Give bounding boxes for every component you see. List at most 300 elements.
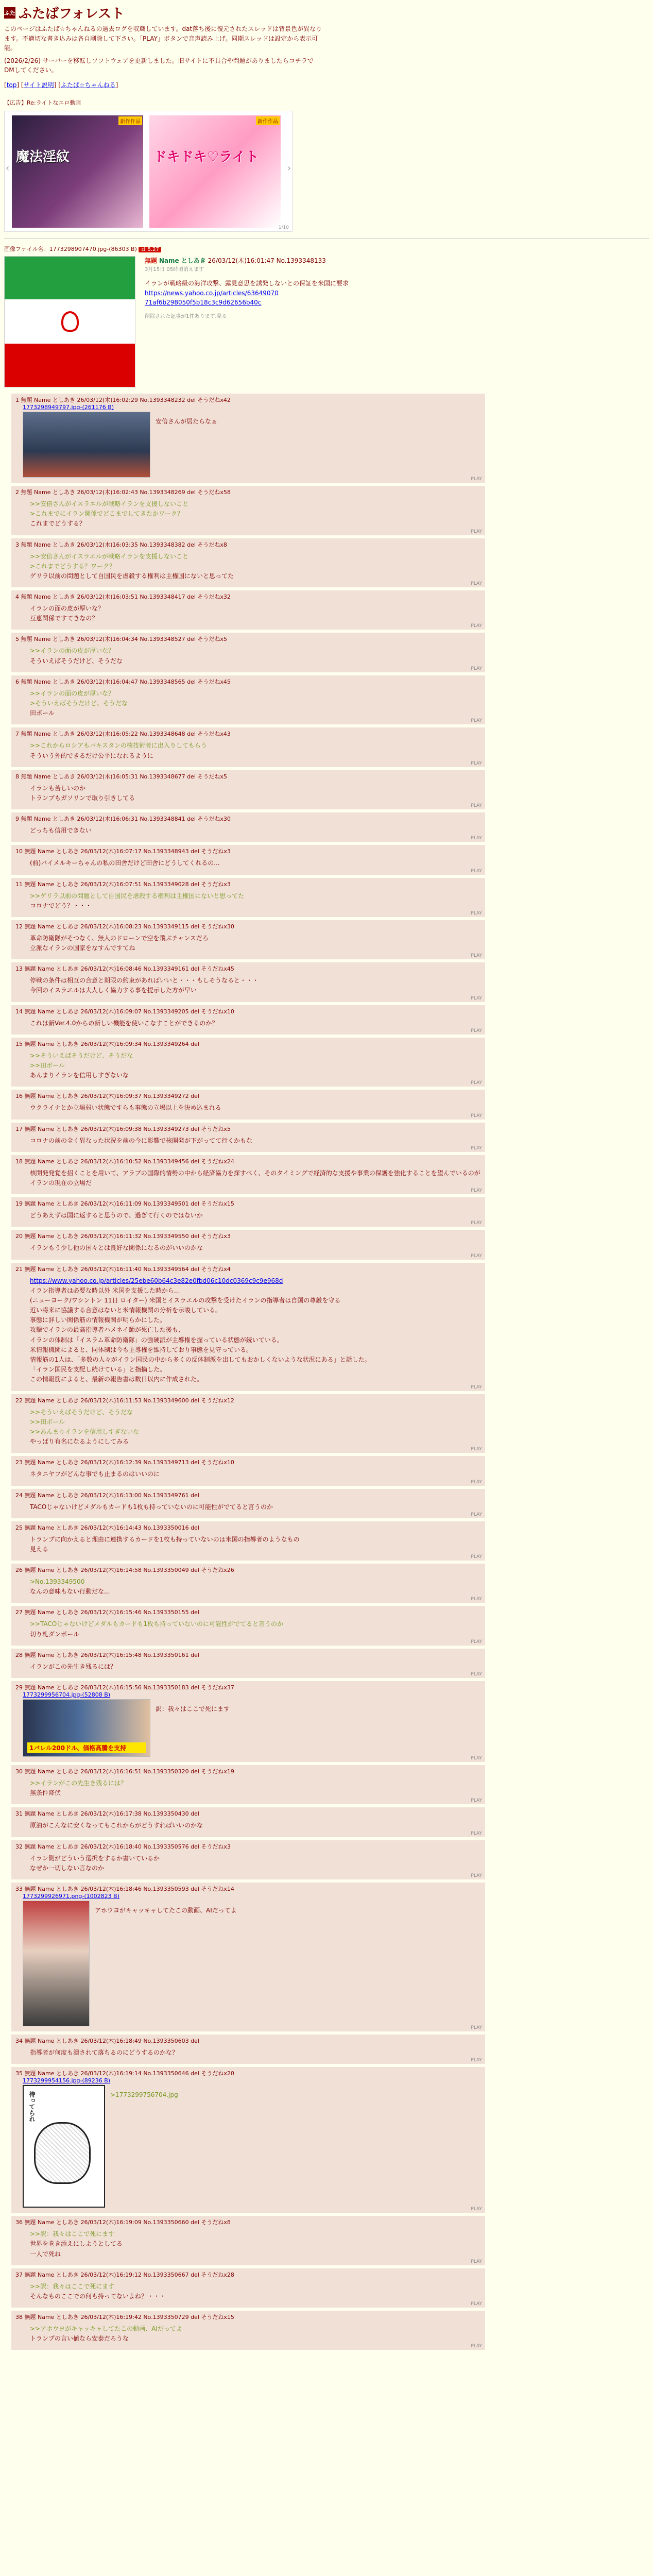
reply-body xyxy=(30,1821,481,1831)
reply-post xyxy=(11,1263,485,1391)
play-button[interactable]: PLAY xyxy=(471,995,482,1001)
reply-meta[interactable]: 無題 Name としあき 26/03/12(木)16:09:34 No.1393349264 del xyxy=(24,1040,199,1047)
reply-post xyxy=(11,962,485,1002)
reply-line: コロナでどう？・・・ xyxy=(30,902,92,909)
reply-post xyxy=(11,486,485,535)
reply-line: ゲリラ以前の問題として自国民を虐殺する権利は主権国にないと思ってた xyxy=(30,572,234,580)
reply-header xyxy=(15,1809,481,1818)
reply-line: なんの意味もない行動だな... xyxy=(30,1588,110,1596)
carousel-next-icon[interactable]: › xyxy=(287,162,291,174)
play-button[interactable]: PLAY xyxy=(471,1384,482,1390)
reply-header xyxy=(15,1651,481,1659)
reply-post xyxy=(11,1606,485,1645)
reply-body xyxy=(30,1408,481,1447)
reply-post xyxy=(11,538,485,588)
play-button[interactable]: PLAY xyxy=(471,476,482,482)
reply-body xyxy=(30,1103,481,1113)
reply-line: >>ゲリラ以前の問題として自国民を虐殺する権利は主権国にないと思ってた xyxy=(30,892,245,900)
reply-body xyxy=(30,976,481,995)
op-url[interactable]: https://news.yahoo.co.jp/articles/6364907071af6b298050f5b18c3c9d62656b40c xyxy=(145,289,279,307)
reply-meta[interactable]: 無題 Name としあき 26/03/12(木)16:05:22 No.1393348648 del そうだねx43 xyxy=(21,731,231,738)
ad-tag: 新作作品 xyxy=(256,116,280,125)
reply-post xyxy=(11,1521,485,1561)
play-button[interactable]: PLAY xyxy=(471,1798,482,1804)
reply-header xyxy=(15,1007,481,1015)
reply-file-link[interactable]: 1773298949797.jpg-(261176 B) xyxy=(23,403,114,411)
reply-line: 切り札ダンボール xyxy=(30,1630,79,1638)
reply-line: トランプもガソリンで取り引きしてる xyxy=(30,794,135,802)
reply-header xyxy=(15,922,481,930)
play-button[interactable]: PLAY xyxy=(471,2259,482,2264)
play-button[interactable]: PLAY xyxy=(471,1253,482,1259)
play-button[interactable]: PLAY xyxy=(471,2207,482,2212)
reply-post xyxy=(11,2311,485,2350)
reply-line: >>訳：我々はここで死にます xyxy=(30,2282,115,2290)
reply-post xyxy=(11,1765,485,1804)
reply-header xyxy=(15,1199,481,1208)
reply-header xyxy=(15,592,481,601)
iran-flag-image[interactable] xyxy=(4,256,135,387)
reply-meta[interactable]: 無題 Name としあき 26/03/12(木)16:09:07 No.1393349205 del そうだねx10 xyxy=(24,1008,234,1015)
reply-line: トランプに向かえると理由に連携するカードを1枚も持っていないのは米国の指導者のようなもの xyxy=(30,1535,300,1543)
reply-index: 15 xyxy=(15,1040,23,1047)
reply-post xyxy=(11,770,485,809)
reply-meta[interactable]: 無題 Name としあき 26/03/12(木)16:15:48 No.1393350161 del xyxy=(24,1651,199,1658)
carousel-count: 1/10 xyxy=(278,225,289,230)
reply-meta[interactable]: 無題 Name としあき 26/03/12(木)16:11:40 No.1393349564 del そうだねx4 xyxy=(24,1265,231,1273)
reply-meta[interactable]: 無題 Name としあき 26/03/12(木)16:07:17 No.1393348943 del そうだねx3 xyxy=(24,848,231,855)
play-button[interactable]: PLAY xyxy=(471,1479,482,1485)
reply-header xyxy=(15,1842,481,1851)
reply-body xyxy=(30,689,481,719)
reply-post xyxy=(11,1807,485,1837)
reply-line: やっぱり有名になるようにしてみる xyxy=(30,1438,129,1446)
ad-card[interactable] xyxy=(12,115,143,228)
reply-post xyxy=(11,812,485,842)
reply-line: 安倍さんが居たらなぁ xyxy=(156,417,218,425)
reply-file-link[interactable]: 1773299954156.jpg-(89236 B) xyxy=(23,2077,111,2084)
reply-meta[interactable]: 無題 Name としあき 26/03/12(木)16:11:53 No.1393349600 del そうだねx12 xyxy=(24,1397,234,1404)
play-button[interactable]: PLAY xyxy=(471,2301,482,2307)
reply-line: >>そういえばそうだけど、そうだな xyxy=(30,1052,133,1059)
reply-meta[interactable]: 無題 Name としあき 26/03/12(木)16:04:47 No.1393348565 del そうだねx45 xyxy=(21,678,231,685)
reply-index: 23 xyxy=(15,1459,23,1466)
ad-title: ドキドキ♡ライト xyxy=(153,149,259,165)
reply-header xyxy=(15,1523,481,1532)
play-button[interactable]: PLAY xyxy=(471,1831,482,1836)
reply-body xyxy=(30,1577,481,1597)
reply-post xyxy=(11,920,485,959)
play-button[interactable]: PLAY xyxy=(471,666,482,671)
reply-post xyxy=(11,1681,485,1762)
reply-line: >1773299756704.jpg xyxy=(110,2091,178,2099)
reply-header xyxy=(15,540,481,549)
reply-file-link[interactable]: 1773299956704.jpg-(52808 B) xyxy=(23,1691,111,1699)
reply-index: 22 xyxy=(15,1397,23,1404)
op-file-name[interactable]: 画像ファイル名：1773298907470.jpg-(86303 B) xyxy=(4,245,137,252)
play-button[interactable]: PLAY xyxy=(471,1028,482,1033)
reply-thumbnail[interactable] xyxy=(23,1901,90,2026)
reply-line: >>訳：我々はここで死にます xyxy=(30,2230,115,2238)
image-caption: 1バレル200ドル、価格高騰を支持 xyxy=(27,1742,146,1753)
op-file-info xyxy=(4,245,649,253)
ad-tag: 新作作品 xyxy=(118,116,142,125)
reply-body xyxy=(30,1136,481,1146)
reply-post xyxy=(11,845,485,874)
reply-body xyxy=(30,1276,481,1385)
reply-body xyxy=(30,826,481,836)
reply-line: 見える xyxy=(30,1545,49,1553)
play-button[interactable]: PLAY xyxy=(471,803,482,809)
reply-index: 33 xyxy=(15,1885,23,1892)
top-links: [top] [サイト説明] [ふたば☆ちゃんねる] xyxy=(4,81,118,89)
play-button[interactable]: PLAY xyxy=(471,1221,482,1226)
reply-line: 革命防衛隊がそつなく、無人のドローンで空を飛ぶチャンスだろ xyxy=(30,934,209,942)
reply-line: イランもう少し他の国々とは良好な関係になるのがいいのかな xyxy=(30,1244,203,1252)
play-button[interactable]: PLAY xyxy=(471,1113,482,1118)
reply-body xyxy=(30,1662,481,1672)
play-button[interactable]: PLAY xyxy=(471,1512,482,1517)
reply-header xyxy=(15,815,481,823)
reply-line: この情報筋によると、最新の報告書は数日以内に作成された。 xyxy=(30,1376,203,1383)
reply-line: 立派なイランの国家をなすんですてね xyxy=(30,944,135,952)
reply-line: >>田ボール xyxy=(30,1418,65,1426)
reply-meta[interactable]: 無題 Name としあき 26/03/12(木)16:03:51 No.1393348417 del そうだねx32 xyxy=(21,594,231,601)
reply-body xyxy=(30,1019,481,1028)
reply-header xyxy=(15,396,481,404)
ad-card[interactable] xyxy=(149,115,281,228)
reply-line: そんなものここでの何も持ってないよね？・・・ xyxy=(30,2292,166,2300)
reply-meta[interactable]: 無題 Name としあき 26/03/12(木)16:18:40 No.1393350576 del そうだねx3 xyxy=(24,1843,231,1850)
reply-meta[interactable]: 無題 Name としあき 26/03/12(木)16:19:12 No.1393350667 del そうだねx28 xyxy=(24,2271,234,2278)
reply-line: イランも苦しいのか xyxy=(30,784,86,792)
reply-line: TACOじゃないけどメダルもカードも1枚も持っていないのに可能性がでてると言うのか xyxy=(30,1503,273,1511)
reply-thumbnail[interactable] xyxy=(23,412,150,478)
reply-meta[interactable]: 無題 Name としあき 26/03/12(木)16:14:58 No.1393350049 del そうだねx26 xyxy=(24,1567,234,1574)
reply-meta[interactable]: 無題 Name としあき 26/03/12(木)16:12:39 No.1393349713 del そうだねx10 xyxy=(24,1459,234,1466)
reply-index: 30 xyxy=(15,1768,23,1775)
reply-line: ウクライナとか立場弱い状態ですらも事態の立場以上を決め込まれる xyxy=(30,1104,221,1112)
play-button[interactable]: PLAY xyxy=(471,2025,482,2030)
play-button[interactable]: PLAY xyxy=(471,529,482,534)
reply-index: 7 xyxy=(15,731,19,738)
reply-body xyxy=(30,2048,481,2058)
reply-line: >これまでどうする？ワーク？ xyxy=(30,562,116,570)
reply-line: >>イランの面の皮が厚いな？ xyxy=(30,647,115,655)
reply-header xyxy=(15,2313,481,2321)
reply-index: 28 xyxy=(15,1651,23,1658)
reply-index: 26 xyxy=(15,1567,23,1574)
reply-line: ネタニヤフがどんな事でも止まるのはいいのに xyxy=(30,1470,160,1478)
reply-meta[interactable]: 無題 Name としあき 26/03/12(木)16:02:29 No.1393348232 del そうだねx42 xyxy=(21,396,231,403)
reply-line: どっちも信用できない xyxy=(30,827,92,835)
reply-body xyxy=(30,1502,481,1512)
reply-line: >>イランがこの先生き残るには？ xyxy=(30,1780,127,1787)
reply-post xyxy=(11,2067,485,2213)
reply-index: 20 xyxy=(15,1233,23,1240)
reply-line: >>あんまりイランを信用しすぎないな xyxy=(30,1428,140,1435)
reply-post xyxy=(11,1456,485,1485)
reply-header xyxy=(15,1396,481,1404)
manga-speech: 待ってられ xyxy=(28,2091,36,2123)
reply-post xyxy=(11,1394,485,1453)
reply-body xyxy=(30,1168,481,1188)
reply-meta[interactable]: 無題 Name としあき 26/03/12(木)16:18:49 No.1393350603 del xyxy=(24,2037,199,2044)
reply-line: トランプの言い値なら安泰だろうな xyxy=(30,2335,129,2343)
reply-post xyxy=(11,1489,485,1518)
reply-post xyxy=(11,1005,485,1035)
reply-body xyxy=(30,891,481,911)
ad-banner-label: 【広告】Re:ライトなエロ動画 xyxy=(4,99,81,106)
play-button[interactable]: PLAY xyxy=(471,1447,482,1452)
reply-meta[interactable]: 無題 Name としあき 26/03/12(木)16:05:31 No.1393348677 del そうだねx5 xyxy=(21,773,227,780)
reply-body xyxy=(30,1243,481,1253)
reply-body xyxy=(30,741,481,760)
manga-face xyxy=(34,2122,91,2184)
reply-meta[interactable]: 無題 Name としあき 26/03/12(木)16:08:46 No.1393349161 del そうだねx45 xyxy=(24,965,234,973)
link-futaba[interactable]: ふたば☆ちゃんねる xyxy=(60,81,116,89)
reply-line: 原油がこんなに安くなってもこれからがどうすればいいのかな xyxy=(30,1822,203,1829)
play-button[interactable]: PLAY xyxy=(471,2344,482,2349)
play-button[interactable]: PLAY xyxy=(471,953,482,959)
reply-body xyxy=(30,1854,481,1873)
reply-line: >>アホウヨがキャッキャしてたこの動画、AIだってよ xyxy=(30,2325,182,2333)
reply-index: 16 xyxy=(15,1093,23,1100)
play-button[interactable]: PLAY xyxy=(471,1672,482,1677)
reply-post xyxy=(11,590,485,630)
reply-header xyxy=(15,2218,481,2226)
del-badge[interactable]: ｄ 5.27 xyxy=(139,247,161,252)
reply-meta[interactable]: 無題 Name としあき 26/03/12(木)16:11:09 No.1393349501 del そうだねx15 xyxy=(24,1200,234,1208)
reply-line: >>安倍さんがイスラエルが戦略イランを支援しないこと xyxy=(30,500,188,507)
reply-url[interactable]: https://www.yahoo.co.jp/articles/25ebe60b64c3e82e0fbd06c10dc0369c9c9e968d xyxy=(30,1277,283,1284)
reply-line: イランの体制は「イスラム革命防衛隊」の強硬派が主導権を握っている状態が続いている。 xyxy=(30,1336,283,1344)
link-about[interactable]: サイト説明 xyxy=(23,81,54,89)
reply-header xyxy=(15,847,481,855)
reply-header xyxy=(15,1683,481,1691)
op-date: 26/03/12(木)16:01:47 No.1393348133 xyxy=(208,257,326,264)
reply-index: 12 xyxy=(15,923,23,930)
op-note: 削除された記事が1件あります.見る xyxy=(145,313,227,319)
ad-title: 魔法淫紋 xyxy=(16,149,70,165)
reply-meta[interactable]: 無題 Name としあき 26/03/12(木)16:18:46 No.1393350593 del そうだねx14 xyxy=(24,1885,234,1892)
reply-meta[interactable]: 無題 Name としあき 26/03/12(木)16:08:23 No.1393349115 del そうだねx30 xyxy=(24,923,234,930)
reply-meta[interactable]: 無題 Name としあき 26/03/12(木)16:09:38 No.1393349273 del そうだねx5 xyxy=(24,1125,231,1132)
reply-line: (ニューヨーク/ワシントン 11日 ロイター) 米国とイスラエルの攻撃を受けたイランの指導者は自国の尊厳を守る xyxy=(30,1296,341,1304)
reply-line: そういう外的できるだけ公平になれるように xyxy=(30,752,154,759)
play-button[interactable]: PLAY xyxy=(471,910,482,916)
play-button[interactable]: PLAY xyxy=(471,1145,482,1151)
reply-header xyxy=(15,1458,481,1466)
reply-body xyxy=(30,2282,481,2301)
reply-post xyxy=(11,394,485,483)
reply-line: 今回のイスラエルは大人しく協力する事を提示した方が早い xyxy=(30,987,197,994)
reply-line: >>そういえばそうだけど、そうだな xyxy=(30,1408,133,1416)
reply-line: イラン指導者は必要な時以外 米国を支援した時から... xyxy=(30,1286,180,1294)
reply-post xyxy=(11,1230,485,1259)
reply-line: そういえばそうだけど、そうだな xyxy=(30,657,123,665)
reply-body xyxy=(30,1535,481,1554)
emblem-icon xyxy=(61,311,79,332)
reply-post xyxy=(11,1123,485,1152)
reply-index: 3 xyxy=(15,541,19,548)
reply-header xyxy=(15,1265,481,1273)
reply-meta[interactable]: 無題 Name としあき 26/03/12(木)16:11:32 No.1393349550 del そうだねx3 xyxy=(24,1233,231,1240)
reply-body xyxy=(30,604,481,623)
header xyxy=(0,0,653,239)
reply-line: 米情報機関によると、同体制は今も主導権を維持しており事態を見守っている。 xyxy=(30,1346,253,1353)
reply-meta[interactable]: 無題 Name としあき 26/03/12(木)16:14:43 No.1393350016 del xyxy=(24,1524,199,1531)
reply-post xyxy=(11,2268,485,2308)
op-text: イランが戦略級の海洋攻撃、露見意思を誘発しないとの保証を米国に要求 xyxy=(145,280,349,287)
reply-line: 田ボール xyxy=(30,709,55,717)
reply-index: 17 xyxy=(15,1125,23,1132)
reply-header xyxy=(15,1885,481,1893)
reply-line: >No.1393349500 xyxy=(30,1578,85,1586)
reply-line: 世界を巻き添えにしようとしてる xyxy=(30,2240,123,2248)
thread xyxy=(0,245,653,2350)
site-logo[interactable] xyxy=(4,3,649,22)
reply-index: 9 xyxy=(15,816,19,823)
reply-line: >これまでにイラン関係でどこまでしてきたかワーク？ xyxy=(30,510,184,518)
reply-line: 情報筋の1人は、「多数の人々がイラン国民の中から多くの反体制派を出してもおかしくないような状況にある」と話した。 xyxy=(30,1356,371,1364)
reply-body xyxy=(30,934,481,953)
reply-post xyxy=(11,1197,485,1227)
reply-line: これは新Ver.4.0からの新しい機能を使いこなすことができるのか？ xyxy=(30,1019,218,1027)
reply-meta[interactable]: 無題 Name としあき 26/03/12(木)16:19:14 No.1393350646 del そうだねx20 xyxy=(24,2070,234,2077)
reply-line: イランの面の皮が厚いな？ xyxy=(30,605,105,613)
reply-line: >>イランの面の皮が厚いな？ xyxy=(30,689,115,697)
reply-line: >>TACOじゃないけどメダルもカードも1枚も持っていないのに可能性がでてると言うのか xyxy=(30,1620,283,1628)
reply-line: 互恵関係ですてきなの？ xyxy=(30,615,98,622)
reply-meta[interactable]: 無題 Name としあき 26/03/12(木)16:15:56 No.1393350183 del そうだねx37 xyxy=(24,1684,234,1691)
reply-post xyxy=(11,1090,485,1119)
play-button[interactable]: PLAY xyxy=(471,868,482,874)
reply-line: これまでどうする？ xyxy=(30,520,86,528)
reply-body xyxy=(30,1211,481,1221)
reply-body xyxy=(30,1619,481,1639)
play-button[interactable]: PLAY xyxy=(471,1639,482,1645)
reply-list xyxy=(4,394,649,2350)
reply-header xyxy=(15,635,481,643)
play-button[interactable]: PLAY xyxy=(471,836,482,841)
op-expire: 3月15日 05時頃消えます xyxy=(145,266,204,273)
reply-meta[interactable]: 無題 Name としあき 26/03/12(木)16:17:38 No.1393350430 del xyxy=(24,1810,199,1818)
reply-post xyxy=(11,2216,485,2265)
reply-index: 2 xyxy=(15,488,19,496)
reply-index: 27 xyxy=(15,1609,23,1616)
link-top[interactable]: top xyxy=(6,81,17,89)
reply-header xyxy=(15,1040,481,1048)
reply-meta[interactable]: 無題 Name としあき 26/03/12(木)16:13:00 No.1393349761 del xyxy=(24,1492,199,1499)
reply-meta[interactable]: 無題 Name としあき 26/03/12(木)16:15:46 No.1393350155 del xyxy=(24,1609,199,1616)
op-name: Name としあき xyxy=(159,257,206,264)
reply-line: 近い将来に協議する合意はないと米情報機関の分析を示唆している。 xyxy=(30,1307,222,1314)
play-button[interactable]: PLAY xyxy=(471,1554,482,1560)
play-button[interactable]: PLAY xyxy=(471,581,482,587)
reply-meta[interactable]: 無題 Name としあき 26/03/12(木)16:16:51 No.1393350320 del そうだねx19 xyxy=(24,1768,234,1775)
reply-index: 5 xyxy=(15,636,19,643)
op-subject: 無題 xyxy=(145,257,158,264)
site-notice xyxy=(4,24,323,75)
reply-post xyxy=(11,1155,485,1194)
reply-body xyxy=(30,1469,481,1479)
reply-index: 6 xyxy=(15,678,19,685)
reply-post xyxy=(11,727,485,767)
reply-line: コロナの前の全く異なった状況を前の今に影響で核開発が下がってて行くかもな xyxy=(30,1137,253,1144)
reply-header xyxy=(15,1125,481,1133)
reply-line: 核開発発覚を招くことを用いて、アラブの国際的情勢の中から経済協力を探すべく、そのタイミングで経済的な支援や事業の保護を強化することを望んでいるのがイランの現在の立場だ xyxy=(30,1169,480,1187)
reply-meta[interactable]: 無題 Name としあき 26/03/12(木)16:19:42 No.1393350729 del そうだねx15 xyxy=(24,2314,234,2321)
reply-body xyxy=(30,499,481,529)
reply-line: 事態に詳しい関係筋の情報機関が明らかにした。 xyxy=(30,1316,166,1324)
play-button[interactable]: PLAY xyxy=(471,1597,482,1602)
reply-line: 無条件降伏 xyxy=(30,1789,61,1797)
reply-meta[interactable]: 無題 Name としあき 26/03/12(木)16:02:43 No.1393348269 del そうだねx58 xyxy=(21,488,231,496)
reply-thumbnail[interactable] xyxy=(23,2085,105,2208)
reply-index: 4 xyxy=(15,594,19,601)
play-button[interactable]: PLAY xyxy=(471,623,482,629)
notice-paragraph: このページはふたば☆ちゃんねるの過去ログを収蔵しています。dat落ち後に復元されたスレッドは背景色が異なります。不適切な書き込みは各自削除して下さい。「PLAY」ボタンで音声読み上げ。同期スレッドは設定から表示可能。 xyxy=(4,25,322,52)
reply-index: 36 xyxy=(15,2219,23,2226)
reply-file-link[interactable]: 1773299926971.png-(1002823 B) xyxy=(23,1892,119,1900)
reply-thumbnail[interactable] xyxy=(23,1699,150,1757)
play-button[interactable]: PLAY xyxy=(471,760,482,766)
reply-meta[interactable]: 無題 Name としあき 26/03/12(木)16:03:35 No.1393348382 del そうだねx8 xyxy=(21,541,227,548)
reply-line: >>安倍さんがイスラエルが戦略イランを支援しないこと xyxy=(30,552,188,560)
reply-header xyxy=(15,1767,481,1775)
reply-header xyxy=(15,1157,481,1165)
reply-index: 32 xyxy=(15,1843,23,1850)
play-button[interactable]: PLAY xyxy=(471,1080,482,1086)
reply-post xyxy=(11,1883,485,2031)
reply-header xyxy=(15,964,481,973)
play-button[interactable]: PLAY xyxy=(471,1756,482,1761)
reply-header xyxy=(15,730,481,738)
reply-index: 21 xyxy=(15,1265,23,1273)
reply-index: 34 xyxy=(15,2037,23,2044)
reply-meta[interactable]: 無題 Name としあき 26/03/12(木)16:06:31 No.1393348841 del そうだねx30 xyxy=(21,816,231,823)
reply-header xyxy=(15,2069,481,2077)
reply-header xyxy=(15,488,481,496)
reply-meta[interactable]: 無題 Name としあき 26/03/12(木)16:19:09 No.1393350660 del そうだねx8 xyxy=(24,2219,231,2226)
reply-meta[interactable]: 無題 Name としあき 26/03/12(木)16:04:34 No.1393348527 del そうだねx5 xyxy=(21,636,227,643)
reply-header xyxy=(15,772,481,781)
play-button[interactable]: PLAY xyxy=(471,718,482,724)
reply-meta[interactable]: 無題 Name としあき 26/03/12(木)16:10:52 No.1393349456 del そうだねx24 xyxy=(24,1158,234,1165)
reply-index: 8 xyxy=(15,773,19,780)
reply-line: >そういえばそうだけど、そうだな xyxy=(30,700,128,707)
reply-header xyxy=(15,880,481,888)
reply-line: >>これからロシアもパキスタンの核技術者に出入りしてもらう xyxy=(30,742,207,750)
reply-index: 31 xyxy=(15,1810,23,1818)
play-button[interactable]: PLAY xyxy=(471,1188,482,1194)
play-button[interactable]: PLAY xyxy=(471,2058,482,2063)
play-button[interactable]: PLAY xyxy=(471,1873,482,1878)
reply-index: 13 xyxy=(15,965,23,973)
reply-body xyxy=(30,646,481,666)
reply-post xyxy=(11,1649,485,1678)
reply-meta[interactable]: 無題 Name としあき 26/03/12(木)16:09:37 No.1393349272 del xyxy=(24,1093,199,1100)
reply-line: 指導者が何度も潰されて落ちるのにどうするのかな？ xyxy=(30,2048,179,2056)
reply-index: 25 xyxy=(15,1524,23,1531)
carousel-prev-icon[interactable]: ‹ xyxy=(6,162,10,174)
reply-header xyxy=(15,1092,481,1100)
reply-header xyxy=(15,1608,481,1616)
reply-line: アホウヨがキャッキャしてたこの動画、AIだってよ xyxy=(95,1906,237,1914)
reply-line: 攻撃でイランの最高指導者ハメネイ師が死亡した後も、 xyxy=(30,1326,184,1334)
reply-meta[interactable]: 無題 Name としあき 26/03/12(木)16:07:51 No.1393349028 del そうだねx3 xyxy=(24,880,231,888)
